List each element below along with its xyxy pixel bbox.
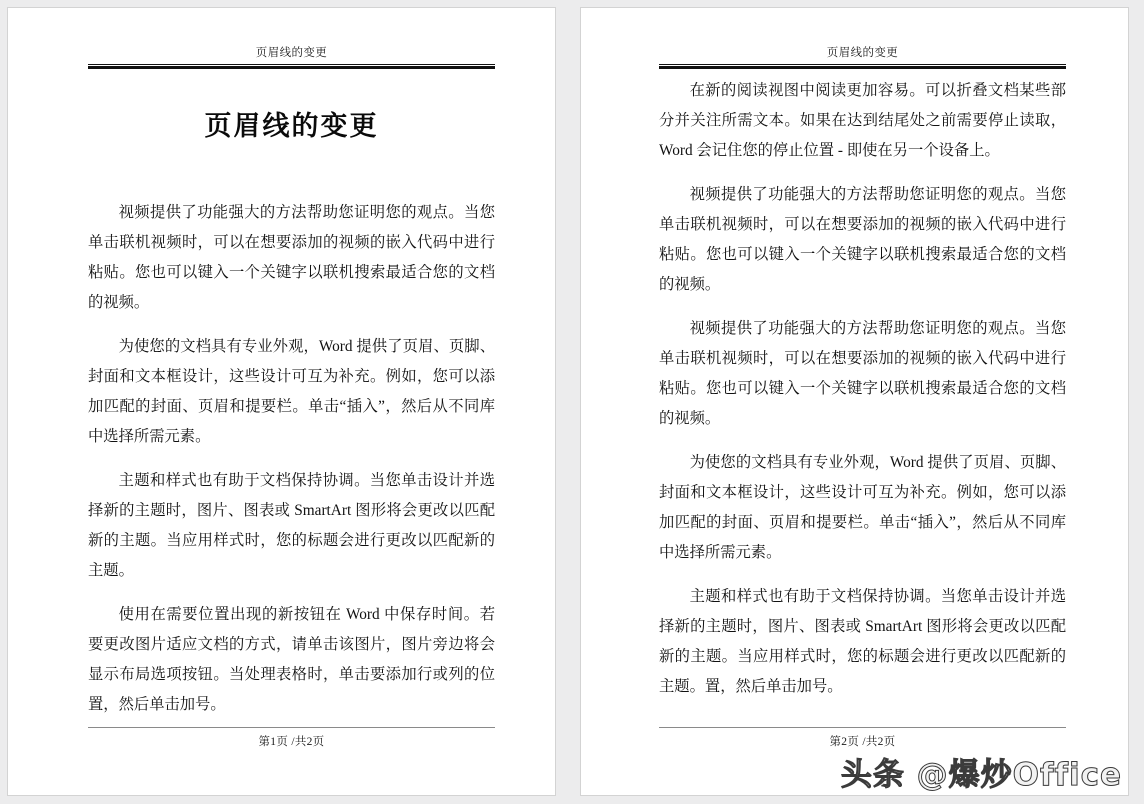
page-2-body — [659, 76, 1066, 702]
paragraph: 主题和样式也有助于文档保持协调。当您单击设计并选择新的主题时，图片、图表或 SmartArt 图形将会更改以匹配新的主题。当应用样式时，您的标题会进行更改以匹配新的主题。 — [88, 472, 495, 579]
page-2-page-number: 第2页 /共2页 — [829, 736, 896, 748]
page-2-header-double-rule — [659, 64, 1066, 69]
paragraph: 使用在需要位置出现的新按钮在 Word 中保存时间。若要更改图片适应文档的方式，请单击该图片，图片旁边将会显示布局选项按钮。当处理表格时，单击要添加行或列的位置，然后单击加号。 — [88, 606, 495, 713]
page-1-header-double-rule — [88, 64, 495, 69]
page-title: 页眉线的变更 — [204, 111, 379, 142]
paragraph: 为使您的文档具有专业外观，Word 提供了页眉、页脚、封面和文本框设计，这些设计可互为补充。例如，您可以添加匹配的封面、页眉和提要栏。单击“插入”，然后从不同库中选择所需元素。 — [88, 338, 495, 445]
page-1-body — [88, 198, 495, 720]
watermark-text: 头条 @爆炒Office — [840, 757, 1122, 793]
paragraph: 主题和样式也有助于文档保持协调。当您单击设计并选择新的主题时，图片、图表或 SmartArt 图形将会更改以匹配新的主题。当应用样式时，您的标题会进行更改以匹配新的主题。置，然后单击加号。 — [659, 588, 1066, 695]
paragraph: 视频提供了功能强大的方法帮助您证明您的观点。当您单击联机视频时，可以在想要添加的视频的嵌入代码中进行粘贴。您也可以键入一个关键字以联机搜索最适合您的文档的视频。 — [659, 186, 1066, 293]
paragraph: 在新的阅读视图中阅读更加容易。可以折叠文档某些部分并关注所需文本。如果在达到结尾处之前需要停止读取，Word 会记住您的停止位置 - 即使在另一个设备上。 — [659, 82, 1066, 159]
page-1-header — [88, 46, 495, 69]
page-2-header-text: 页眉线的变更 — [826, 47, 899, 59]
page-2-footer — [659, 727, 1066, 749]
paragraph: 为使您的文档具有专业外观，Word 提供了页眉、页脚、封面和文本框设计，这些设计可互为补充。例如，您可以添加匹配的封面、页眉和提要栏。单击“插入”，然后从不同库中选择所需元素。 — [659, 454, 1066, 561]
page-2-content-area — [659, 8, 1066, 795]
page-1-content-area — [88, 8, 495, 795]
page-2-header — [659, 46, 1066, 69]
document-page-2[interactable] — [580, 7, 1129, 796]
page-2-footer-rule — [659, 727, 1066, 728]
watermark — [841, 756, 1122, 794]
document-page-1[interactable] — [7, 7, 556, 796]
paragraph: 视频提供了功能强大的方法帮助您证明您的观点。当您单击联机视频时，可以在想要添加的视频的嵌入代码中进行粘贴。您也可以键入一个关键字以联机搜索最适合您的文档的视频。 — [88, 204, 495, 311]
page-1-page-number: 第1页 /共2页 — [258, 736, 325, 748]
page-1-footer — [88, 727, 495, 749]
page-1-header-text: 页眉线的变更 — [255, 47, 328, 59]
paragraph: 视频提供了功能强大的方法帮助您证明您的观点。当您单击联机视频时，可以在想要添加的视频的嵌入代码中进行粘贴。您也可以键入一个关键字以联机搜索最适合您的文档的视频。 — [659, 320, 1066, 427]
page-1-footer-rule — [88, 727, 495, 728]
